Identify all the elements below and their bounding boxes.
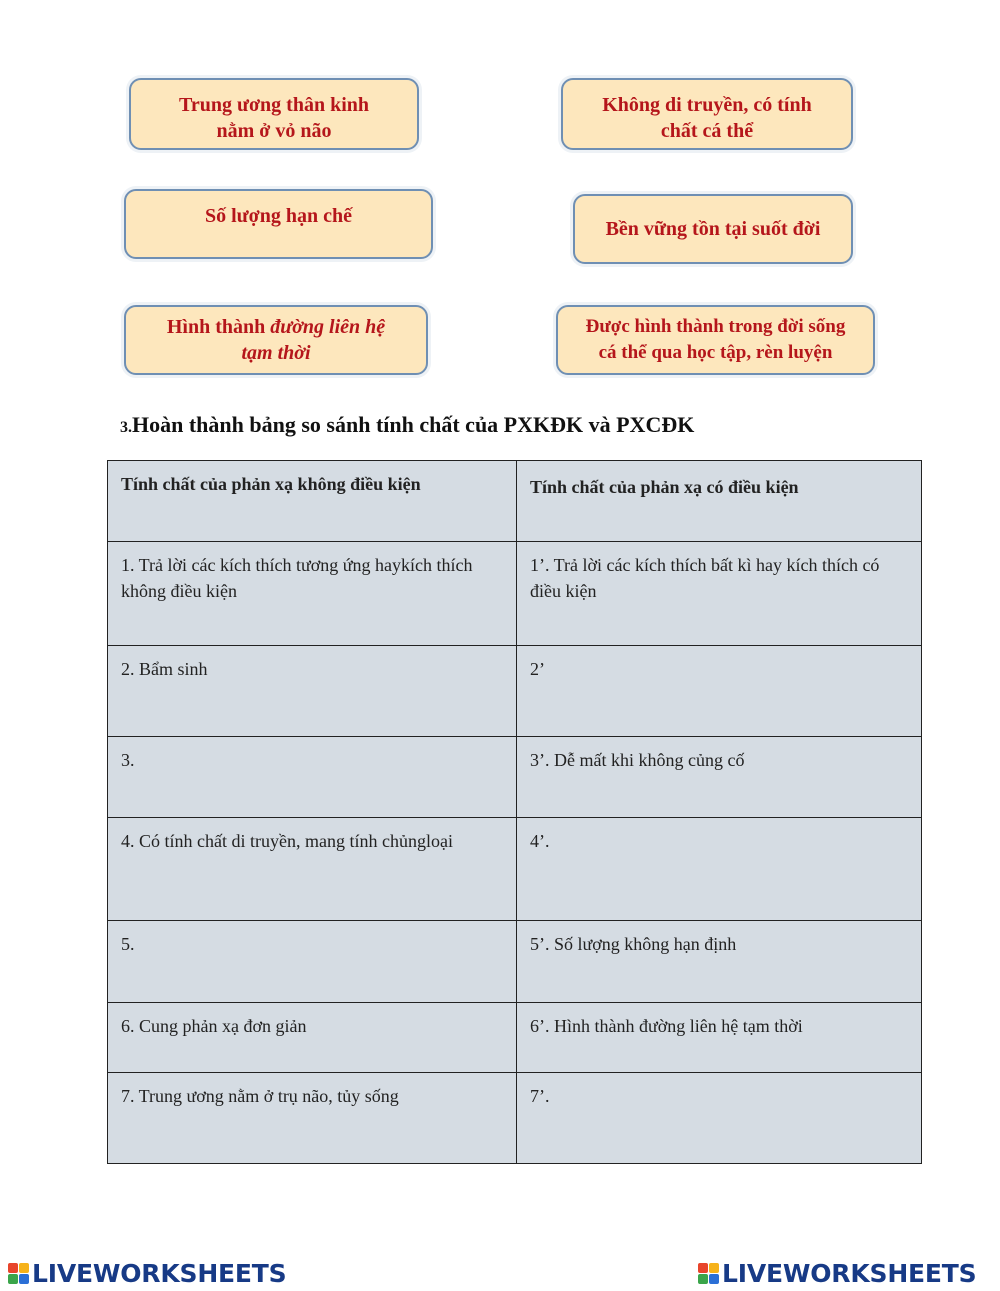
cell-left: 7. Trung ương nằm ở trụ não, tủy sống: [108, 1073, 517, 1164]
header-conditioned: Tính chất của phản xạ có điều kiện: [517, 461, 922, 542]
cell-left: 6. Cung phản xạ đơn giản: [108, 1003, 517, 1073]
logo-square: [19, 1263, 29, 1273]
card-learned[interactable]: [556, 305, 875, 375]
logo-square: [709, 1274, 719, 1284]
cell-right: 6’. Hình thành đường liên hệ tạm thời: [517, 1003, 922, 1073]
cell-right: 5’. Số lượng không hạn định: [517, 921, 922, 1003]
card-line: Trung ương thân kinh: [178, 94, 369, 116]
logo-square: [698, 1274, 708, 1284]
card-line-italic: đường liên hệ: [270, 316, 386, 338]
liveworksheets-logo-right: [698, 1258, 976, 1288]
card-lifelong[interactable]: [573, 194, 853, 264]
liveworksheets-logo-left: [8, 1258, 286, 1288]
table-row: [108, 818, 922, 921]
table-row: [108, 921, 922, 1003]
card-line: Số lượng hạn chế: [204, 205, 352, 227]
logo-square: [19, 1274, 29, 1284]
card-non-hereditary[interactable]: [561, 78, 853, 150]
logo-square: [709, 1263, 719, 1273]
section-title: Hoàn thành bảng so sánh tính chất của PXKĐK và PXCĐK: [132, 412, 695, 437]
card-line: nằm ở vỏ não: [216, 120, 332, 142]
card-line: Được hình thành trong đời sống: [585, 316, 846, 337]
card-line-italic: tạm thời: [241, 342, 311, 364]
card-temporary-link[interactable]: [124, 305, 428, 375]
table-header-row: [108, 461, 922, 542]
cell-right: 3’. Dễ mất khi không củng cố: [517, 737, 922, 818]
logo-text: LIVEWORKSHEETS: [722, 1258, 977, 1288]
cell-right: 1’. Trả lời các kích thích bất kì hay kích thích có điều kiện: [517, 542, 922, 646]
drop-zone-cell[interactable]: 5.: [108, 921, 517, 1003]
drop-zone-cell[interactable]: 3.: [108, 737, 517, 818]
cell-left: 1. Trả lời các kích thích tương ứng haykích thích không điều kiện: [108, 542, 517, 646]
table-row: [108, 737, 922, 818]
logo-square: [8, 1263, 18, 1273]
card-line: Bền vững tồn tại suốt đời: [605, 218, 821, 240]
drop-zone-cell[interactable]: 7’.: [517, 1073, 922, 1164]
table-row: [108, 542, 922, 646]
logo-square: [698, 1263, 708, 1273]
section-number: 3.: [120, 419, 132, 436]
section-heading: [120, 412, 694, 438]
card-line: cá thể qua học tập, rèn luyện: [598, 342, 833, 363]
drop-zone-cell[interactable]: 4’.: [517, 818, 922, 921]
liveworksheets-icon: [698, 1263, 719, 1284]
table-row: [108, 1003, 922, 1073]
liveworksheets-icon: [8, 1263, 29, 1284]
drop-zone-cell[interactable]: 2’: [517, 646, 922, 737]
comparison-table: [107, 460, 922, 1164]
table-row: [108, 1073, 922, 1164]
cell-left: 2. Bẩm sinh: [108, 646, 517, 737]
logo-text: LIVEWORKSHEETS: [32, 1258, 287, 1288]
card-limited-number[interactable]: [124, 189, 433, 259]
table-row: [108, 646, 922, 737]
card-line: Hình thành: [166, 316, 271, 338]
card-central-cortex[interactable]: [129, 78, 419, 150]
cell-left: 4. Có tính chất di truyền, mang tính chủngloại: [108, 818, 517, 921]
logo-square: [8, 1274, 18, 1284]
card-line: chất cá thể: [660, 120, 754, 142]
header-unconditioned: Tính chất của phản xạ không điều kiện: [108, 461, 517, 542]
card-line: Không di truyền, có tính: [602, 94, 812, 116]
